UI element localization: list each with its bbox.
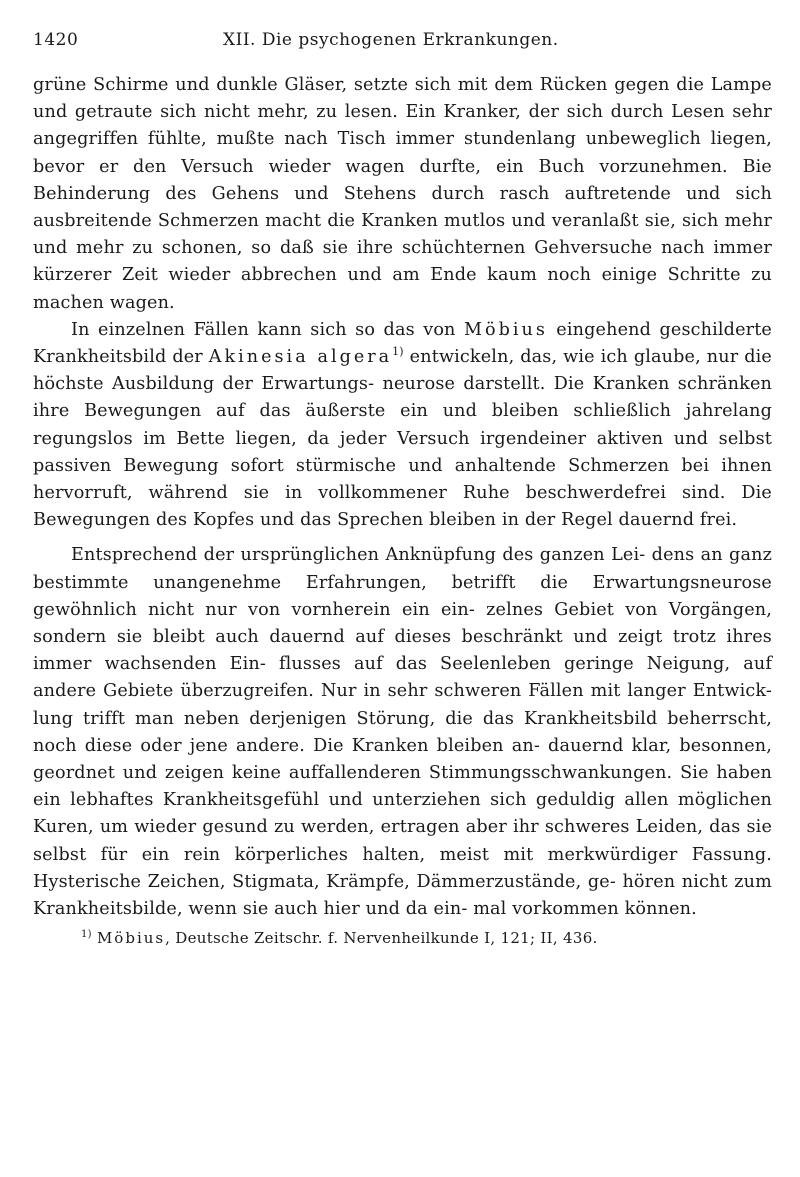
paragraph-text: entwickeln, das, wie ich glaube, nur die höchste Ausbildung der Erwartungs- neurose darstellt. Die Kranken schränken ihre Bewegungen auf das äußerste ein und bleiben schließlich jahrelang regungslos im Bette liegen, da jeder Versuch irgendeiner aktiven und selbst passiven Bewegung sofort stürmische und anhaltende Schmerzen bei ihnen hervorruft, während sie in vollkommener Ruhe beschwerdefrei sind. Die Bewegungen des Kopfes und das Sprechen bleiben in der Regel dauernd frei. bbox=[33, 347, 772, 531]
footnote-reference: 1) bbox=[392, 345, 404, 359]
medical-term: Akinesia algera bbox=[208, 347, 393, 368]
paragraph-expectation-neurosis: Entsprechend der ursprünglichen Anknüpfung des ganzen Lei- dens an ganz bestimmte unangenehme Erfahrungen, betrifft die Erwartungsneurose gewöhnlich nicht nur von vornherein ein ein- zelnes Gebiet von Vorgängen, sondern sie bleibt auch dauernd auf dieses beschränkt und zeigt trotz ihres immer wachsenden Ein- flusses auf das Seelenleben geringe Neigung, auf andere Gebiete überzugreifen. Nur in sehr schweren Fällen mit langer Entwick- lung trifft man neben derjenigen Störung, die das Krankheitsbild beherrscht, noch diese oder jene andere. Die Kranken bleiben an- dauernd klar, besonnen, geordnet und zeigen keine auffallenderen Stimmungsschwankungen. Sie haben ein lebhaftes Krankheitsgefühl und unterziehen sich geduldig allen möglichen Kuren, um wieder gesund zu werden, ertragen aber ihr schweres Leiden, das sie selbst für ein rein körperliches halten, meist mit merkwürdiger Fassung. Hysterische Zeichen, Stigmata, Krämpfe, Dämmerzustände, ge- hören nicht zum Krankheitsbilde, wenn sie auch hier und da ein- mal vorkommen können. bbox=[33, 545, 772, 920]
body-text bbox=[33, 72, 772, 923]
paragraph-continued: grüne Schirme und dunkle Gläser, setzte sich mit dem Rücken gegen die Lampe und getraute sich nicht mehr, zu lesen. Ein Kranker, der sich durch Lesen sehr angegriffen fühlte, mußte nach Tisch immer stundenlang unbeweglich liegen, bevor er den Versuch wieder wagen durfte, ein Buch vorzunehmen. Bie Behinderung des Gehens und Stehens durch rasch auftretende und sich ausbreitende Schmerzen macht die Kranken mutlos und veranlaßt sie, sich mehr und mehr zu schonen, so daß sie ihre schüchternen Gehversuche nach immer kürzerer Zeit wieder abbrechen und am Ende kaum noch einige Schritte zu machen wagen. bbox=[33, 75, 772, 313]
author-name: Möbius bbox=[464, 319, 548, 340]
paragraph-text: In einzelnen Fällen kann sich so das von bbox=[71, 319, 464, 340]
footnote-mark: 1) bbox=[81, 929, 92, 941]
page-number: 1420 bbox=[33, 30, 79, 50]
footnote-text: , Deutsche Zeitschr. f. Nervenheilkunde I, 121; II, 436. bbox=[165, 929, 598, 948]
paragraph-text: eingehend geschilderte Krankheitsbild der bbox=[33, 319, 772, 368]
paragraph-akinesia bbox=[33, 317, 772, 535]
chapter-title: XII. Die psychogenen Erkrankungen. bbox=[223, 30, 559, 50]
footnote-author: Möbius bbox=[96, 929, 166, 948]
running-head bbox=[33, 30, 772, 56]
footnote bbox=[33, 927, 772, 949]
